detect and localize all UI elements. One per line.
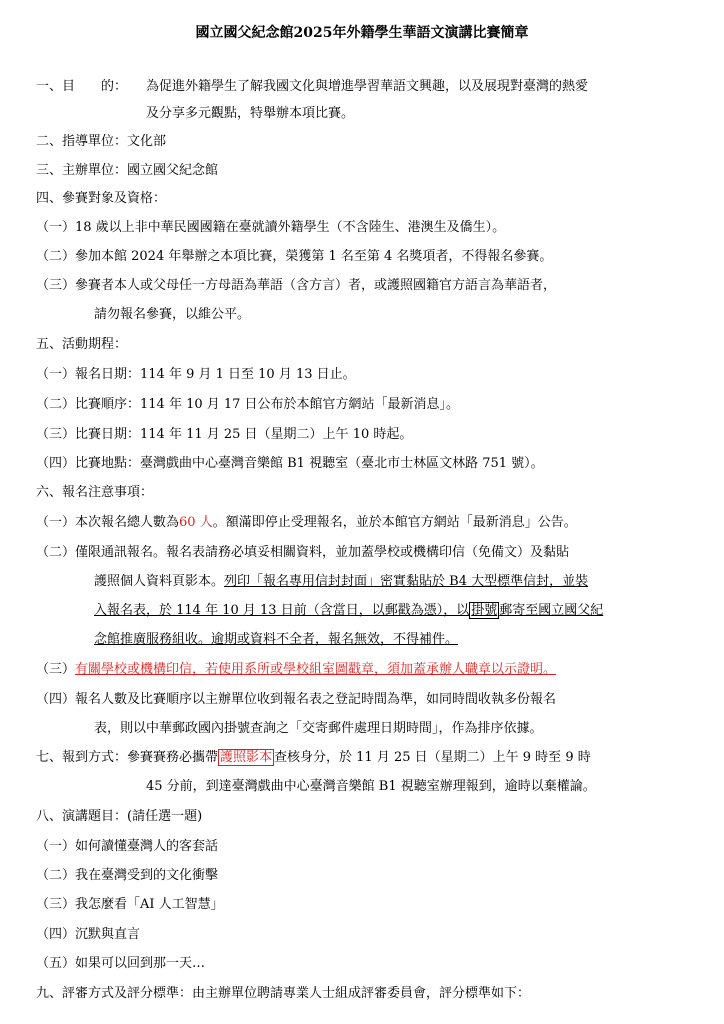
section-4-item-2: （二）參加本館 2024 年舉辦之本項比賽，榮獲第 1 名至第 4 名獎項者，不得報名參賽。 — [36, 249, 553, 264]
participant-limit-highlight: 60 人 — [179, 515, 213, 530]
speech-topic-4: （四）沉默與直言 — [36, 927, 141, 942]
section-5-item-3: （三）比賽日期：114 年 11 月 25 日（星期二）上午 10 時起。 — [36, 427, 413, 442]
section-6-item-2-line4-text: 念館推廣服務組收。逾期或資料不全者，報名無效，不得補件。 — [94, 632, 459, 647]
section-6-item-1-pre: （一）本次報名總人數為 — [36, 515, 180, 530]
passport-copy-boxed: 護照影本 — [220, 750, 273, 765]
section-6-item-4-line2: 表，則以中華郵政國內掛號查詢之「交寄郵件處理日期時間」，作為排序依據。 — [94, 721, 543, 736]
section-7-line1 — [36, 749, 591, 767]
section-6-item-2-line1: （二）僅限通訊報名。報名表請務必填妥相關資料，並加蓋學校或機構印信（免備文）及黏貼 — [36, 545, 570, 560]
section-2-guiding-unit: 二、指導單位：文化部 — [36, 134, 167, 149]
section-5-item-4: （四）比賽地點：臺灣戲曲中心臺灣音樂館 B1 視聽室（臺北市士林區文林路 751 號）。 — [36, 456, 544, 471]
section-6-item-2-line4 — [94, 631, 458, 649]
section-4-item-1: （一）18 歲以上非中華民國國籍在臺就讀外籍學生（不含陸生、港澳生及僑生）。 — [36, 220, 506, 235]
seal-requirement-highlight: 有關學校或機構印信，若使用系所或學校組室圖戳章，須加蓋承辦人職章以示證明。 — [75, 662, 557, 677]
section-6-item-2-line3-b: 郵寄至國立國父紀 — [499, 603, 604, 618]
section-6-item-4-line1: （四）報名人數及比賽順序以主辦單位收到報名表之登記時間為準，如同時間收執多份報名 — [36, 692, 557, 707]
speech-topic-5: （五）如果可以回到那一天… — [36, 956, 206, 971]
section-6-item-2-line2 — [94, 573, 588, 591]
section-1-text-line1: 為促進外籍學生了解我國文化與增進學習華語文興趣，以及展現對臺灣的熱愛 — [146, 79, 589, 94]
section-5-heading: 五、活動期程： — [36, 337, 128, 352]
section-5-item-1: （一）報名日期：114 年 9 月 1 日至 10 月 13 日止。 — [36, 367, 356, 382]
speech-topic-3: （三）我怎麼看「AI 人工智慧」 — [36, 897, 224, 912]
document-title: 國立國父紀念館2025年外籍學生華語文演講比賽簡章 — [195, 25, 529, 41]
section-4-heading: 四、參賽對象及資格： — [36, 191, 167, 206]
section-3-organizer: 三、主辦單位：國立國父紀念館 — [36, 163, 219, 178]
section-6-item-2-line3-a: 入報名表，於 114 年 10 月 13 日前（含當日，以郵戳為憑），以 — [94, 603, 470, 618]
registered-mail-boxed: 掛號 — [471, 603, 498, 618]
section-6-item-2-line3 — [94, 602, 603, 620]
section-6-item-3-pre: （三） — [36, 662, 76, 677]
section-5-item-2: （二）比賽順序：114 年 10 月 17 日公布於本館官方網站「最新消息」。 — [36, 397, 460, 412]
speech-topic-1: （一）如何讀懂臺灣人的客套話 — [36, 839, 219, 854]
section-7-line2: 45 分前，到達臺灣戲曲中心臺灣音樂館 B1 視聽室辦理報到，逾時以棄權論。 — [146, 779, 596, 794]
section-7-line1-pre: 七、報到方式：參賽賽務必攜帶 — [36, 750, 219, 765]
section-4-item-3-line2: 請勿報名參賽，以維公平。 — [94, 307, 251, 322]
speech-topic-2: （二）我在臺灣受到的文化衝擊 — [36, 868, 219, 883]
section-1-text-line2: 及分享多元觀點，特舉辦本項比賽。 — [146, 106, 355, 121]
section-4-item-3-line1: （三）參賽者本人或父母任一方母語為華語（含方言）者，或護照國籍官方語言為華語者， — [36, 278, 557, 293]
section-6-item-1-post: 。額滿即停止受理報名，並於本館官方網站「最新消息」公告。 — [212, 515, 577, 530]
section-9-judging: 九、評審方式及評分標準：由主辦單位聘請專業人士組成評審委員會，評分標準如下： — [36, 986, 531, 1001]
envelope-instruction-underlined: 列印「報名專用信封封面」密實黏貼於 B4 大型標準信封，並裝 — [224, 574, 589, 589]
section-6-item-3 — [36, 661, 556, 679]
section-8-heading: 八、演講題目：(請任選一題) — [36, 809, 203, 824]
section-6-heading: 六、報名注意事項： — [36, 485, 154, 500]
section-1-label: 一、目 的： — [36, 79, 128, 94]
section-6-item-1 — [36, 514, 577, 532]
section-6-item-2-line2-a: 護照個人資料頁影本。 — [94, 574, 225, 589]
section-7-line1-post: 查核身分，於 11 月 25 日（星期二）上午 9 時至 9 時 — [274, 750, 591, 765]
